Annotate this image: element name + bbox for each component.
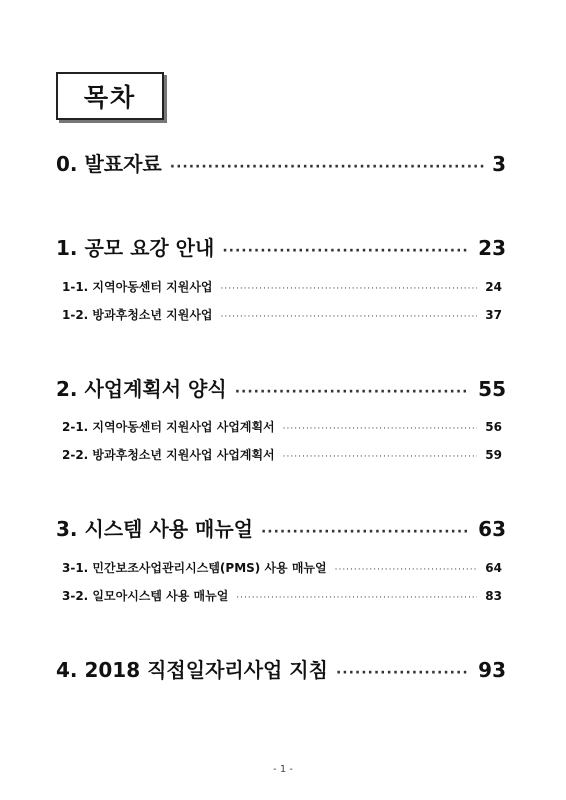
- toc-section-1[interactable]: [56, 232, 506, 261]
- leader-dots: [170, 159, 484, 175]
- leader-dots: [235, 384, 470, 400]
- toc-item-label: 1-1. 지역아동센터 지원사업: [62, 280, 213, 294]
- toc-item-page: 24: [485, 280, 502, 294]
- leader-dots: [283, 452, 478, 462]
- toc-title: [56, 72, 164, 120]
- toc-section-label: 1. 공모 요강 안내: [56, 236, 215, 260]
- toc-item-3-1[interactable]: [62, 559, 502, 576]
- toc-section-page: 3: [492, 152, 506, 176]
- toc-section-label: 3. 시스템 사용 매뉴얼: [56, 517, 253, 541]
- toc-item-label: 3-2. 일모아시스템 사용 매뉴얼: [62, 589, 229, 603]
- toc-section-page: 93: [478, 658, 506, 682]
- toc-title-text: 목차: [83, 83, 137, 112]
- toc-section-label: 0. 발표자료: [56, 152, 162, 176]
- toc-section-2[interactable]: [56, 373, 506, 402]
- leader-dots: [236, 593, 477, 603]
- leader-dots: [261, 524, 470, 540]
- toc-item-page: 83: [485, 589, 502, 603]
- toc-item-page: 56: [485, 420, 502, 434]
- toc-section-page: 63: [478, 517, 506, 541]
- toc-item-2-2[interactable]: [62, 446, 502, 463]
- toc-item-label: 1-2. 방과후청소년 지원사업: [62, 308, 213, 322]
- toc-section-3[interactable]: [56, 513, 506, 542]
- leader-dots: [283, 424, 478, 434]
- toc-item-label: 2-2. 방과후청소년 지원사업 사업계획서: [62, 448, 275, 462]
- leader-dots: [221, 284, 478, 294]
- toc-item-3-2[interactable]: [62, 587, 502, 604]
- toc-section-page: 23: [478, 236, 506, 260]
- toc-section-page: 55: [478, 377, 506, 401]
- toc-item-page: 64: [485, 561, 502, 575]
- toc-item-page: 59: [485, 448, 502, 462]
- toc-section-label: 2. 사업계획서 양식: [56, 377, 227, 401]
- toc-item-1-2[interactable]: [62, 306, 502, 323]
- leader-dots: [336, 665, 470, 681]
- leader-dots: [335, 565, 478, 575]
- toc-item-1-1[interactable]: [62, 278, 502, 295]
- toc-item-2-1[interactable]: [62, 418, 502, 435]
- toc-item-label: 3-1. 민간보조사업관리시스템(PMS) 사용 매뉴얼: [62, 561, 327, 575]
- toc-item-page: 37: [485, 308, 502, 322]
- toc-item-label: 2-1. 지역아동센터 지원사업 사업계획서: [62, 420, 275, 434]
- toc-section-0[interactable]: [56, 148, 506, 177]
- leader-dots: [221, 312, 478, 322]
- toc-section-label: 4. 2018 직접일자리사업 지침: [56, 658, 328, 682]
- toc-section-4[interactable]: [56, 654, 506, 683]
- page-number-footer: - 1 -: [273, 764, 293, 775]
- leader-dots: [222, 243, 470, 259]
